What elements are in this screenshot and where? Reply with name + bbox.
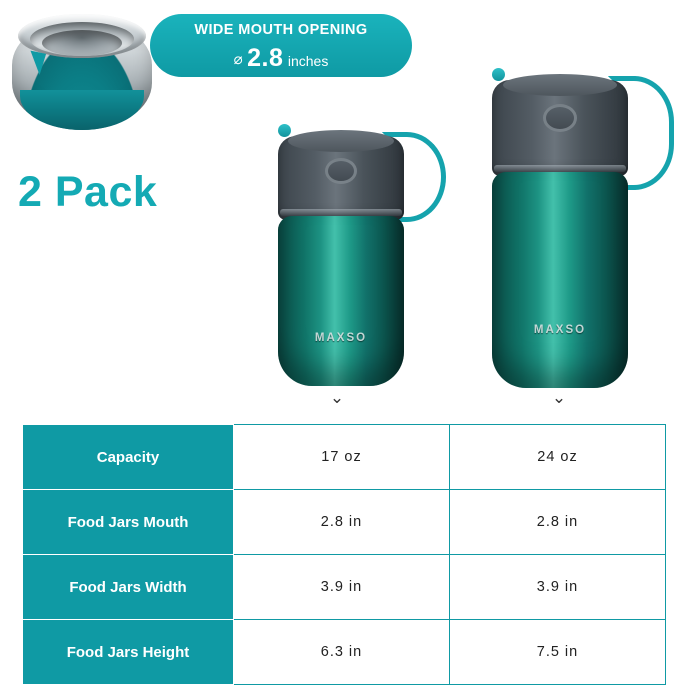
jar-body-large	[492, 172, 628, 388]
row-label-height: Food Jars Height	[23, 620, 234, 685]
lid-seam-small	[280, 209, 402, 216]
callout-diameter-value: 2.8	[247, 44, 284, 72]
row-label-width: Food Jars Width	[23, 555, 234, 620]
lid-top-small	[288, 130, 394, 152]
lid-knob-large	[543, 104, 577, 132]
cell-capacity-large: 24 oz	[450, 425, 666, 490]
pointer-arrow-large: ⌄	[551, 388, 567, 407]
lid-top-large	[503, 74, 617, 96]
callout-title: WIDE MOUTH OPENING	[194, 22, 368, 38]
jar-mouth-opening	[42, 30, 122, 56]
lid-nub-small	[278, 124, 291, 137]
jar-lid-small	[278, 136, 404, 220]
table-row	[23, 490, 666, 555]
lid-knob-small	[325, 158, 357, 184]
jar-body-small	[278, 216, 404, 386]
callout-diameter-unit: inches	[287, 53, 329, 69]
cell-mouth-small: 2.8 in	[234, 490, 450, 555]
pack-label: 2 Pack	[18, 168, 158, 216]
cell-height-small: 6.3 in	[234, 620, 450, 685]
brand-text-small: MAXSO	[314, 332, 368, 344]
table-row	[23, 555, 666, 620]
food-jar-large	[484, 60, 664, 390]
food-jar-small	[272, 118, 436, 388]
wide-mouth-callout	[150, 14, 412, 77]
spec-table	[22, 424, 666, 685]
cell-height-large: 7.5 in	[450, 620, 666, 685]
diameter-icon: ⌀	[233, 51, 243, 68]
jar-mouth-teal-base	[20, 90, 144, 130]
lid-nub-large	[492, 68, 505, 81]
table-row	[23, 425, 666, 490]
lid-seam-large	[494, 165, 626, 172]
pointer-arrow-small: ⌄	[329, 388, 345, 407]
cell-capacity-small: 17 oz	[234, 425, 450, 490]
cell-width-large: 3.9 in	[450, 555, 666, 620]
cell-mouth-large: 2.8 in	[450, 490, 666, 555]
jar-lid-large	[492, 80, 628, 176]
cell-width-small: 3.9 in	[234, 555, 450, 620]
callout-measurement	[150, 44, 412, 73]
row-label-capacity: Capacity	[23, 425, 234, 490]
row-label-mouth: Food Jars Mouth	[23, 490, 234, 555]
brand-text-large: MAXSO	[533, 324, 587, 336]
